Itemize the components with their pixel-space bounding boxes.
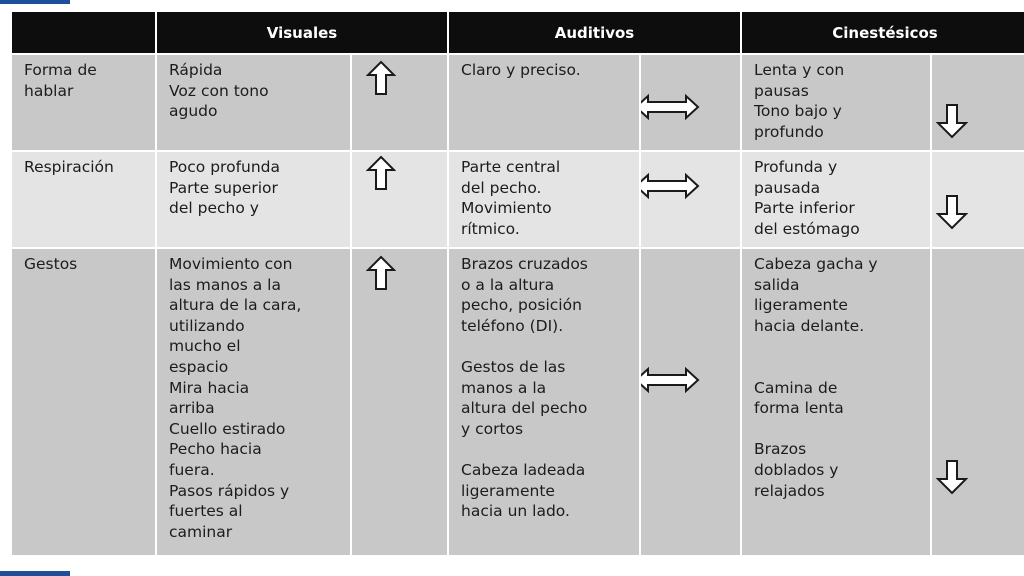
cell-text-line: pausas — [754, 81, 809, 100]
cell-text-line: agudo — [169, 102, 218, 121]
row-label — [12, 152, 155, 247]
visual-arrow-cell — [352, 249, 447, 555]
down-arrow-icon — [936, 194, 968, 230]
header-visuales: Visuales — [157, 12, 447, 53]
cinestesico-cell — [742, 249, 930, 555]
down-arrow-icon — [936, 103, 968, 139]
cell-text-line: hacia un lado. — [461, 502, 570, 521]
cell-text-line — [754, 419, 922, 440]
auditivo-cell — [449, 152, 639, 247]
cell-text-line: pecho, posición — [461, 296, 582, 315]
cinestesico-arrow-cell — [932, 55, 1024, 150]
comparison-table — [12, 12, 1016, 549]
cell-text-line: Parte inferior — [754, 199, 855, 218]
header-cinestesicos: Cinestésicos — [742, 12, 1024, 53]
row-label — [12, 249, 155, 555]
auditivo-arrow-cell — [641, 152, 740, 247]
cell-text-line: Parte central — [461, 158, 561, 176]
cell-text-line: Brazos cruzados — [461, 255, 588, 273]
visual-cell — [157, 55, 350, 150]
bottom-accent-bar — [0, 571, 70, 576]
cell-text-line: Movimiento con — [169, 255, 293, 273]
cell-text-line — [754, 336, 922, 357]
cell-text-line: arriba — [169, 399, 215, 418]
cinestesico-arrow-cell — [932, 249, 1024, 555]
cell-text-line: del pecho y — [169, 199, 259, 218]
cell-text-line: forma lenta — [754, 399, 844, 418]
cell-text-line: Voz con tono — [169, 81, 269, 100]
cell-text-line: utilizando — [169, 316, 245, 335]
cell-text-line: y cortos — [461, 419, 524, 438]
cell-text-line: fuertes al — [169, 502, 243, 521]
cinestesico-cell — [742, 55, 930, 150]
cell-text-line — [461, 439, 631, 460]
down-arrow-icon — [936, 459, 968, 495]
cell-text-line: Claro y preciso. — [461, 61, 581, 79]
left-right-arrow-icon — [641, 366, 700, 394]
visual-arrow-cell — [352, 152, 447, 247]
cell-text-line: salida — [754, 275, 800, 294]
cell-text-line: fuera. — [169, 460, 215, 479]
cell-text-line: Forma de — [24, 61, 97, 79]
cell-text-line: Respiración — [24, 158, 114, 176]
left-right-arrow-icon — [641, 93, 700, 121]
cell-text-line: del pecho. — [461, 178, 542, 197]
cell-text-line: Tono bajo y — [754, 102, 842, 121]
up-arrow-icon — [366, 60, 396, 96]
cell-text-line: o a la altura — [461, 275, 555, 294]
auditivo-arrow-cell — [641, 55, 740, 150]
cell-text-line: Parte superior — [169, 178, 278, 197]
up-arrow-icon — [366, 155, 396, 191]
cell-text-line: del estómago — [754, 219, 860, 238]
row-label — [12, 55, 155, 150]
cell-text-line: Rápida — [169, 61, 223, 79]
cell-text-line: Pasos rápidos y — [169, 481, 290, 500]
cell-text-line: hablar — [24, 81, 74, 100]
cell-text-line: Mira hacia — [169, 378, 250, 397]
cell-text-line: Cuello estirado — [169, 419, 286, 438]
header-auditivos: Auditivos — [449, 12, 740, 53]
visual-cell — [157, 152, 350, 247]
auditivo-cell — [449, 55, 639, 150]
cell-text-line: caminar — [169, 522, 233, 541]
cell-text-line: manos a la — [461, 378, 547, 397]
cell-text-line: Poco profunda — [169, 158, 281, 176]
cinestesico-arrow-cell — [932, 152, 1024, 247]
cell-text-line: Cabeza gacha y — [754, 255, 878, 273]
auditivo-arrow-cell — [641, 249, 740, 555]
cell-text-line — [754, 357, 922, 378]
cell-text-line: Cabeza ladeada — [461, 460, 586, 479]
cell-text-line: Lenta y con — [754, 61, 845, 79]
auditivo-cell — [449, 249, 639, 555]
left-right-arrow-icon — [641, 172, 700, 200]
cell-text-line: Gestos de las — [461, 357, 566, 376]
up-arrow-icon — [366, 255, 396, 291]
cell-text-line: rítmico. — [461, 219, 520, 238]
cell-text-line: las manos a la — [169, 275, 281, 294]
cell-text-line: ligeramente — [461, 481, 555, 500]
cell-text-line: pausada — [754, 178, 821, 197]
cell-text-line: Pecho hacia — [169, 440, 262, 459]
cell-text-line: mucho el — [169, 337, 241, 356]
cell-text-line — [461, 336, 631, 357]
cell-text-line: altura de la cara, — [169, 296, 302, 315]
cinestesico-cell — [742, 152, 930, 247]
cell-text-line: teléfono (DI). — [461, 316, 564, 335]
cell-text-line: ligeramente — [754, 296, 848, 315]
visual-cell — [157, 249, 350, 555]
header-corner — [12, 12, 155, 53]
cell-text-line: Movimiento — [461, 199, 552, 218]
cell-text-line: altura del pecho — [461, 399, 588, 418]
cell-text-line: doblados y — [754, 460, 839, 479]
top-accent-bar — [0, 0, 70, 4]
cell-text-line: Camina de — [754, 378, 838, 397]
cell-text-line: Brazos — [754, 440, 807, 459]
cell-text-line: profundo — [754, 122, 824, 141]
visual-arrow-cell — [352, 55, 447, 150]
cell-text-line: espacio — [169, 357, 229, 376]
cell-text-line: relajados — [754, 481, 825, 500]
cell-text-line: hacia delante. — [754, 316, 865, 335]
cell-text-line: Gestos — [24, 255, 78, 273]
cell-text-line: Profunda y — [754, 158, 838, 176]
